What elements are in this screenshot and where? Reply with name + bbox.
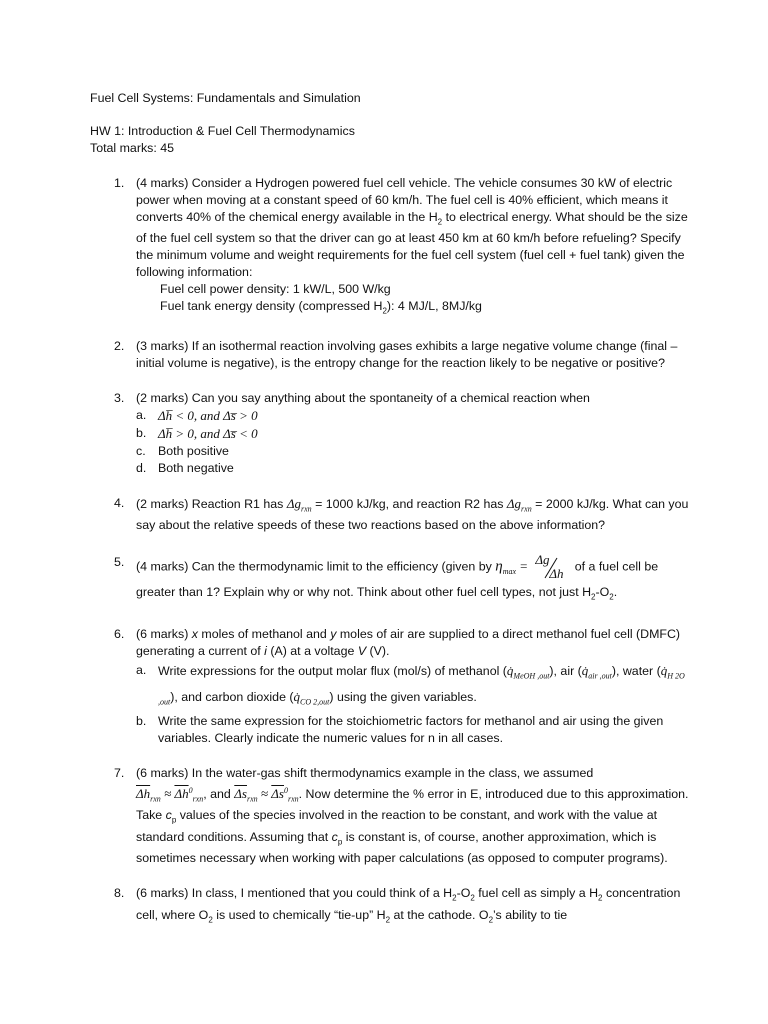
question-1: 1. (4 marks) Consider a Hydrogen powered fuel cell vehicle. The vehicle consumes 30 kW of electric power when moving at a constant speed of 60 km/h. The fuel cell is 40% efficient, which means it converts 40% of the chemical energy available in the $H_2$ to electrical energy. What should be the size of the fuel cell system so that the driver can go at least 450 km at 60 km/h before refueling? Specify the minimum volume and weight requirements for the fuel cell system (fuel cell + fuel tank) given the following information: Fuel cell power density: 1 kW/L, 500 W/kg Fuel tank energy density (compressed $H_2$): 4 MJ/L, 8MJ/kg: [90, 175, 690, 320]
question-3: [90, 390, 690, 477]
question-text: (3 marks) If an isothermal reaction involving gases exhibits a large negative volume change (final – initial volume is negative), is the entropy change for the reaction likely to be negative or positive?: [136, 338, 678, 370]
question-text: (4 marks) Consider a Hydrogen powered fuel cell vehicle. The vehicle consumes 30 kW of electric power when moving at a constant speed of 60 km/h. The fuel cell is 40% efficient, which means it converts 40% of the chemical energy available in the H: [136, 176, 673, 224]
question-number: 2.: [114, 338, 125, 353]
question-4: 4. (2 marks) Reaction R1 has $\Delta g_{rxn} = 1000$ kJ/kg, and reaction R2 has $\Delta g_{rxn} = 2000$ kJ/kg. What can you say about the relative speeds of these two reactions based on the above information?: [114, 495, 689, 533]
sub-item-c: c. Both positive: [136, 443, 229, 458]
efficiency-fraction: Δg Δh: [535, 552, 564, 582]
info-power-density: Fuel cell power density: 1 kW/L, 500 W/kg: [160, 282, 391, 297]
question-2: [90, 338, 690, 372]
given-info: [136, 281, 690, 319]
sub-item-d: d. Both negative: [136, 460, 234, 475]
sub-list: [136, 660, 690, 747]
question-8: 8. (6 marks) In class, I mentioned that you could think of a $H_2-O_2$ fuel cell as simply a $H_2$ concentration cell, where $O_2$ is used to chemically “tie-up” $H_2$ at the cathode. $O_2’s$ ability to tie: [114, 886, 681, 925]
question-number: 8.: [114, 886, 125, 901]
question-number: 6.: [114, 626, 125, 641]
question-number: 1.: [114, 176, 125, 190]
sub-list: [136, 407, 690, 477]
question-number: 5.: [114, 555, 125, 570]
question-number: 7.: [114, 765, 125, 780]
question-7: 7. (6 marks) In the water-gas shift thermodynamics example in the class, we assumed $\overline{\Delta h}_{rxn} \approx \overline{\Delta h}^0_{rxn}$, and $\overline{\Delta s}_{rxn} \approx \overline{\Delta s}^0_{rxn}$. Now determine the % error in E, introduced due to this approximation. Take $c_p$ values of the species involved in the reaction to be constant, and work with the value at standard conditions. Assuming that $c_p$ is constant is, of course, another approximation, which is sometimes necessary when working with paper calculations (as opposed to computer programs).: [114, 765, 689, 866]
total-marks: Total marks: 45: [90, 141, 175, 155]
hw-title: HW 1: Introduction & Fuel Cell Thermodynamics: [90, 124, 355, 138]
sub-item-a: a. Write expressions for the output molar flux (mol/s) of methanol $(q̇_{MeOH ,out})$, air $(q̇_{air ,out})$, water $(q̇_{H 2O ,out})$, and carbon dioxide $(q̇_{CO 2,out})$ using the given variables.: [136, 662, 685, 707]
question-list: [90, 175, 690, 946]
sub-item-a: a. Δh̅ < 0, and Δs̅ > 0: [136, 407, 258, 423]
question-6: 6. (6 marks) x moles of methanol and y moles of air are supplied to a direct methanol fuel cell (DMFC) generating a current of i (A) at a voltage V (V). a. Write expressions for the output molar flux (mol/s) of methanol $(q̇_{MeOH ,out})$, air $(q̇_{air ,out})$, water $(q̇_{H 2O ,out})$, and carbon dioxide $(q̇_{CO 2,out})$ using the given variables. b. Write the same expression for the stoichiometric factors for methanol and air using the given variables. Clearly indicate the numeric values for n in all cases.: [90, 626, 690, 747]
question-text: (2 marks) Can you say anything about the spontaneity of a chemical reaction when: [136, 390, 590, 405]
sub-item-b: b. Write the same expression for the stoichiometric factors for methanol and air using the given variables. Clearly indicate the numeric values for n in all cases.: [136, 713, 664, 745]
info-energy-density: Fuel tank energy density (compressed $H_2$): 4 MJ/L, 8MJ/kg: [160, 299, 482, 316]
question-number: 3.: [114, 390, 125, 405]
question-number: 4.: [114, 495, 125, 510]
course-title: Fuel Cell Systems: Fundamentals and Simulation: [90, 91, 361, 105]
question-5: 5. (4 marks) Can the thermodynamic limit to the efficiency (given by $\eta_{max}$ = Δg Δh of a fuel cell be greater than 1? Explain why or why not. Think about other fuel cell types, not just $H_2-O_2$.: [114, 552, 659, 602]
sub-item-b: b. Δh̅ > 0, and Δs̅ < 0: [136, 425, 258, 441]
